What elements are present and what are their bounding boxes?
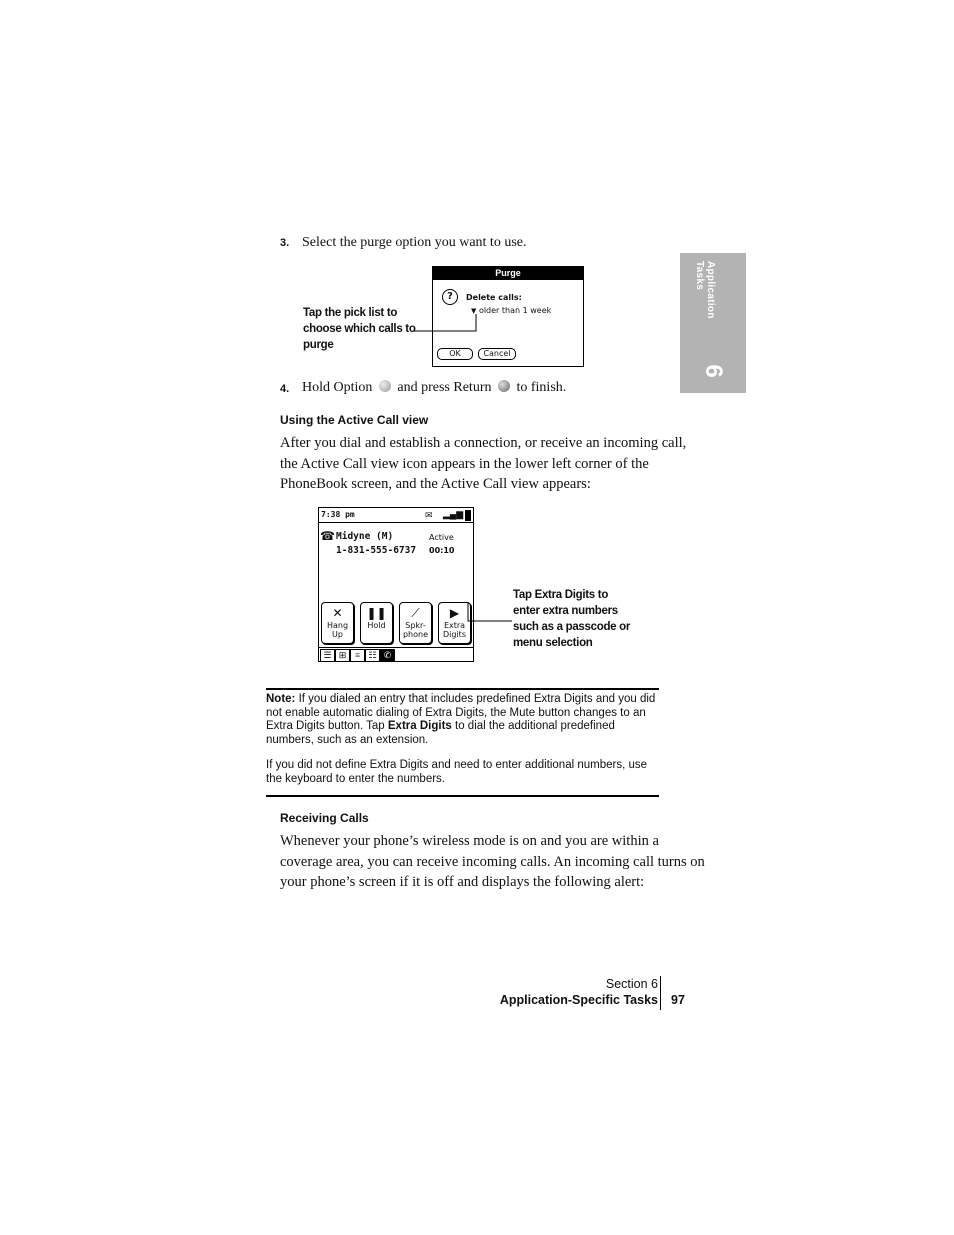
- section-side-tab: [680, 253, 746, 393]
- step-4-text-b: and press Return: [397, 380, 492, 395]
- step-4-text-c: to finish.: [516, 380, 567, 395]
- note-top-rule: [266, 688, 659, 690]
- battery-icon: [465, 510, 471, 521]
- step-4-text-a: Hold Option: [302, 380, 373, 395]
- footer-section: Section 6: [605, 977, 658, 991]
- callout-line: purge: [303, 339, 334, 351]
- callout-line: Tap Extra Digits to: [513, 589, 609, 601]
- history-view-icon[interactable]: ☷: [365, 649, 380, 662]
- paragraph-line: coverage area, you can receive incoming calls. An incoming call turns on: [280, 853, 705, 870]
- step-3-number: 3.: [280, 237, 290, 249]
- paragraph-line: After you dial and establish a connection, or receive an incoming call,: [280, 435, 687, 451]
- hang-up-icon: ✕: [332, 606, 343, 620]
- list-view-icon[interactable]: ☰: [320, 649, 335, 662]
- side-tab-label: Application Tasks: [694, 261, 716, 319]
- return-key-icon: [498, 380, 510, 392]
- note-label: Note:: [266, 693, 296, 705]
- active-call-heading: Using the Active Call view: [280, 413, 429, 427]
- call-duration: 00:10: [429, 546, 455, 555]
- keypad-view-icon[interactable]: ⊞: [335, 649, 350, 662]
- pause-icon: ❚❚: [366, 606, 387, 620]
- side-tab-number: 6: [700, 364, 727, 378]
- purge-callout: [303, 305, 423, 353]
- active-call-screen: [318, 507, 474, 662]
- paragraph-line: Whenever your phone’s wireless mode is on and you are within a: [280, 833, 659, 849]
- mail-icon: ✉: [425, 510, 433, 520]
- receiving-calls-paragraph: [280, 831, 705, 893]
- callout-line: enter extra numbers: [513, 605, 618, 617]
- active-call-view-icon[interactable]: ✆: [380, 649, 395, 662]
- note-text-b: to dial the additional predefined numbers, such as an extension.: [266, 720, 615, 746]
- phone-icon: ☎: [320, 529, 335, 543]
- note-bottom-rule: [266, 795, 659, 797]
- ok-button[interactable]: OK: [437, 348, 473, 360]
- note-paragraph: [266, 693, 659, 747]
- footer-title: Application-Specific Tasks: [499, 993, 658, 1007]
- note-paragraph-2: If you did not define Extra Digits and need to enter additional numbers, use the keyboard to enter the numbers.: [266, 759, 648, 785]
- caller-name: Midyne (M): [336, 531, 394, 542]
- step-4-text: [302, 380, 566, 396]
- button-label: Up: [332, 630, 343, 639]
- button-label: Hold: [367, 621, 386, 630]
- delete-calls-label: Delete calls:: [466, 293, 522, 302]
- question-icon: ?: [442, 289, 458, 305]
- status-bar: [319, 508, 473, 523]
- clock-time: 7:38 pm: [321, 510, 355, 519]
- play-icon: ▶: [449, 606, 460, 620]
- button-label: phone: [402, 630, 429, 639]
- extra-digits-callout-leader: [466, 600, 514, 626]
- speakerphone-button[interactable]: [399, 602, 432, 644]
- caller-number: 1-831-555-6737: [336, 545, 417, 556]
- signal-icon: ▂▄▆: [443, 509, 464, 519]
- step-3-text: Select the purge option you want to use.: [302, 235, 527, 250]
- button-label: Hang: [326, 621, 349, 630]
- button-label: Spkr-: [405, 621, 426, 630]
- extra-digits-callout: [513, 587, 663, 651]
- option-key-icon: [379, 380, 391, 392]
- page-number: 97: [671, 993, 685, 1007]
- purge-picklist[interactable]: [471, 306, 551, 315]
- step-4-number: 4.: [280, 383, 290, 395]
- speaker-icon: ⟋: [411, 606, 420, 620]
- call-status: Active: [429, 533, 454, 542]
- paragraph-line: the Active Call view icon appears in the lower left corner of the: [280, 455, 649, 472]
- callout-line: such as a passcode or: [513, 621, 631, 633]
- button-label: Digits: [443, 630, 466, 639]
- purge-dialog-title: Purge: [433, 267, 583, 280]
- paragraph-line: PhoneBook screen, and the Active Call view appears:: [280, 476, 591, 492]
- receiving-calls-heading: Receiving Calls: [280, 811, 369, 825]
- active-call-paragraph: [280, 433, 687, 495]
- paragraph-line: your phone’s screen if it is off and displays the following alert:: [280, 874, 645, 890]
- hang-up-button[interactable]: [321, 602, 354, 644]
- callout-line: menu selection: [513, 637, 593, 649]
- note-text-a: If you dialed an entry that includes predefined Extra Digits and you did not enable automatic dialing of Extra Digits, the Mute button changes to an Extra Digits button. Tap: [266, 693, 656, 732]
- purge-picklist-value: older than 1 week: [478, 306, 552, 315]
- callout-line: Tap the pick list to: [303, 307, 398, 319]
- hold-button[interactable]: [360, 602, 393, 644]
- note-bold: Extra Digits: [387, 720, 452, 732]
- purge-callout-leader: [412, 312, 480, 334]
- favorites-view-icon[interactable]: ≡: [350, 649, 365, 662]
- view-bar: [319, 647, 473, 662]
- cancel-button[interactable]: Cancel: [478, 348, 516, 360]
- callout-line: choose which calls to: [303, 323, 416, 335]
- chevron-down-icon: ▼: [471, 307, 477, 315]
- footer-divider: [660, 976, 661, 1010]
- button-label: Extra: [443, 621, 466, 630]
